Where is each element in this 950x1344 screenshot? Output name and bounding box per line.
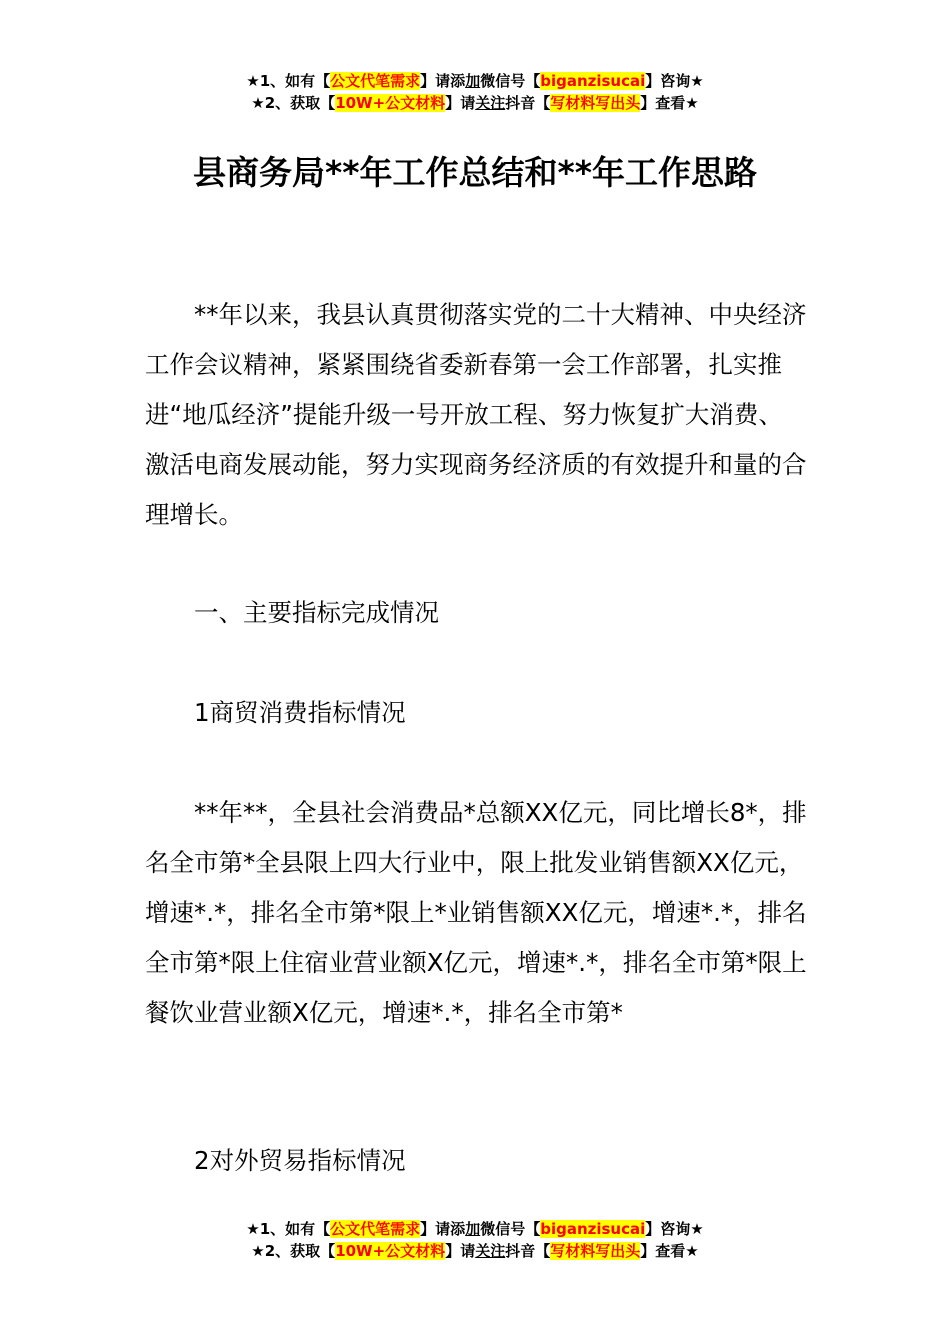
intro-paragraph: **年以来，我县认真贯彻落实党的二十大精神、中央经济工作会议精神，紧紧围绕省委新春第一会工作部署，扎实推进“地瓜经济”提能升级一号开放工程、努力恢复扩大消费、激活电商发展动能，努力实现商务经济质的有效提升和量的合理增长。: [145, 300, 807, 529]
promo-line-1: ★1、如有【公文代笔需求】请添加微信号【biganzisucai】咨询★: [246, 72, 704, 90]
header-promo-banner: [0, 70, 950, 114]
subsection-heading-1: 1商贸消费指标情况: [194, 698, 406, 727]
promo-highlight-materials: 10W+公文材料: [335, 1242, 446, 1260]
promo-highlight-wechat-id: biganzisucai: [540, 1220, 646, 1238]
promo-highlight-douyin: 写材料写出头: [550, 94, 641, 112]
section-heading-1: 一、主要指标完成情况: [194, 598, 439, 627]
promo-line-2: ★2、获取【10W+公文材料】请关注抖音【写材料写出头】查看★: [251, 94, 699, 112]
promo-line-1: ★1、如有【公文代笔需求】请添加微信号【biganzisucai】咨询★: [246, 1220, 704, 1238]
consumption-paragraph: **年**，全县社会消费品*总额XX亿元，同比增长8*，排名全市第*全县限上四大行业中，限上批发业销售额XX亿元，增速*.*，排名全市第*限上*业销售额XX亿元，增速*.*，排名全市第*限上住宿业营业额X亿元，增速*.*，排名全市第*限上餐饮业营业额X亿元，增速*.*，排名全市第*: [145, 798, 807, 1027]
promo-highlight-materials: 10W+公文材料: [335, 94, 446, 112]
promo-highlight-writing-service: 公文代笔需求: [330, 1220, 421, 1238]
document-title: 县商务局**年工作总结和**年工作思路: [192, 153, 758, 192]
subsection-heading-2: 2对外贸易指标情况: [194, 1146, 406, 1175]
promo-line-2: ★2、获取【10W+公文材料】请关注抖音【写材料写出头】查看★: [251, 1242, 699, 1260]
promo-highlight-wechat-id: biganzisucai: [540, 72, 646, 90]
promo-highlight-writing-service: 公文代笔需求: [330, 72, 421, 90]
promo-highlight-douyin: 写材料写出头: [550, 1242, 641, 1260]
footer-promo-banner: [0, 1218, 950, 1262]
